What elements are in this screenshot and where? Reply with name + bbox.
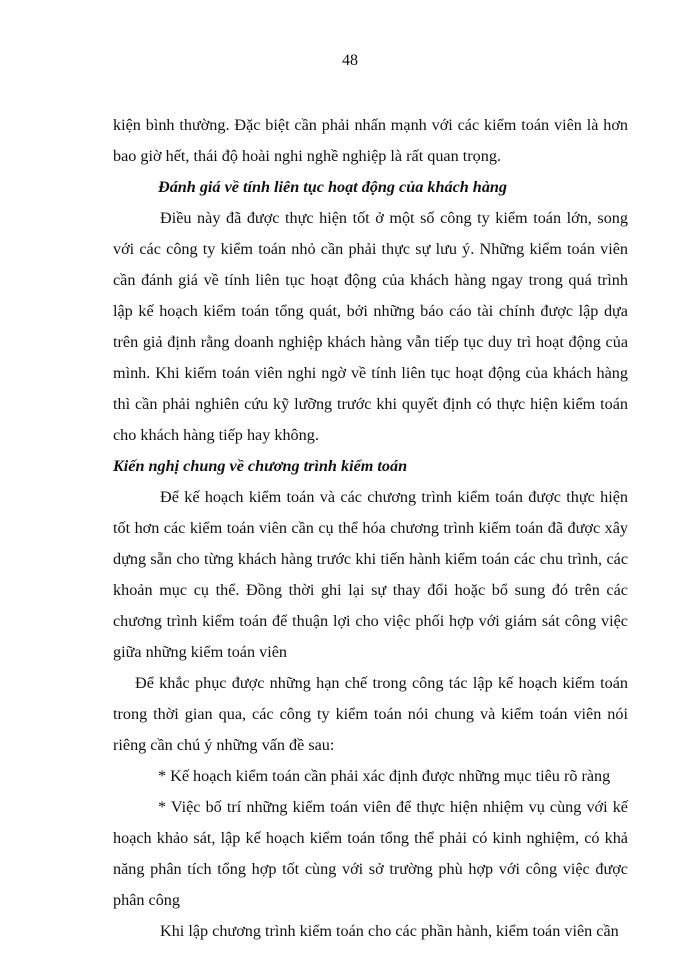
section-heading-audit-program: Kiến nghị chung về chương trình kiểm toán [113, 457, 408, 475]
paragraph-continuation: kiện bình thường. Đặc biệt cần phải nhấn mạnh với các kiểm toán viên là hơn bao giờ hết, thái độ hoài nghi nghề nghiệp là rất quan trọng. [113, 116, 628, 165]
paragraph-continuity: Điều này đã được thực hiện tốt ở một số công ty kiểm toán lớn, song với các công ty kiểm toán nhỏ cần phải thực sự lưu ý. Những kiểm toán viên cần đánh giá về tính liên tục hoạt động của khách hàng ngay trong quá trình lập kế hoạch kiểm toán tổng quát, bởi những báo cáo tài chính được lập dựa trên giả định rằng doanh nghiệp khách hàng vẫn tiếp tục duy trì hoạt động của mình. Khi kiểm toán viên nghi ngờ về tính liên tục hoạt động của khách hàng thì cần phải nghiên cứu kỹ lưỡng trước khi quyết định có thực hiện kiểm toán cho khách hàng tiếp hay không. [113, 209, 628, 444]
section-heading-continuity: Đánh giá về tính liên tục hoạt động của khách hàng [158, 178, 508, 196]
paragraph-audit-program: Để kế hoạch kiểm toán và các chương trình kiểm toán được thực hiện tốt hơn các kiểm toán viên cần cụ thể hóa chương trình kiểm toán đã được xây dựng sẵn cho từng khách hàng trước khi tiến hành kiểm toán các chu trình, các khoản mục cụ thể. Đồng thời ghi lại sự thay đổi hoặc bổ sung đó trên các chương trình kiểm toán để thuận lợi cho việc phối hợp với giám sát công việc giữa những kiểm toán viên [113, 488, 628, 661]
bullet-item-staffing: * Việc bố trí những kiểm toán viên để thực hiện nhiệm vụ cùng với kế hoạch khảo sát, lập kế hoạch kiểm toán tổng thể phải có kinh nghiệm, có khả năng phân tích tổng hợp tốt cùng với sở trường phù hợp với công việc được phân công [113, 798, 628, 909]
paragraph-closing: Khi lập chương trình kiểm toán cho các phần hành, kiểm toán viên cần [160, 922, 619, 940]
bullet-item-objectives: * Kế hoạch kiểm toán cần phải xác định được những mục tiêu rõ ràng [158, 767, 611, 785]
paragraph-limitations: Để khắc phục được những hạn chế trong công tác lập kế hoạch kiểm toán trong thời gian qua, các công ty kiểm toán nói chung và kiểm toán viên nói riêng cần chú ý những vấn đề sau: [113, 674, 628, 754]
document-body [113, 110, 628, 947]
page-number: 48 [342, 52, 358, 69]
